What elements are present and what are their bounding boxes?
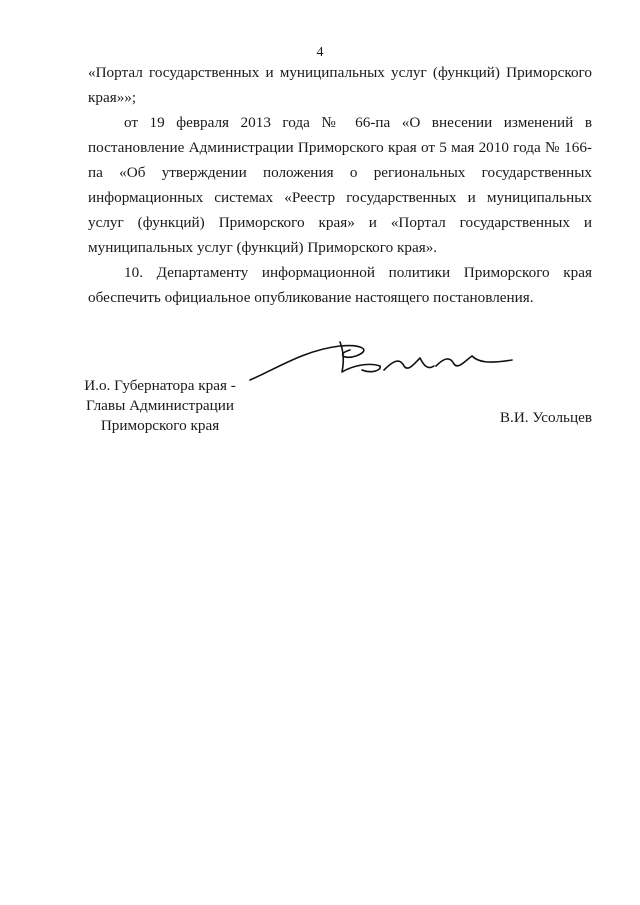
paragraph-decree-reference: от 19 февраля 2013 года № 66-па «О внесении изменений в постановление Администрации Приморского края от 5 мая 2010 года № 166-па «Об утверждении положения о региональных государственных информационных системах «Реестр государственных и муниципальных услуг (функций) Приморского края» и «Портал государственных и муниципальных услуг (функций) Приморского края». <box>88 114 592 256</box>
paragraph-continuation: «Портал государственных и муниципальных услуг (функций) Приморского края»»; <box>88 64 592 106</box>
signer-title-line: Приморского края <box>100 417 220 434</box>
signer-title-line: Главы Администрации <box>85 397 235 414</box>
handwritten-signature <box>244 336 520 384</box>
paragraph-item-10: 10. Департаменту информационной политики Приморского края обеспечить официальное опубликование настоящего постановления. <box>88 264 592 306</box>
document-body <box>88 60 592 310</box>
page-number: 4 <box>316 45 324 60</box>
signer-title-line: И.о. Губернатора края - <box>84 377 236 394</box>
signer-name: В.И. Усольцев <box>499 409 592 426</box>
signer-title <box>72 376 248 436</box>
